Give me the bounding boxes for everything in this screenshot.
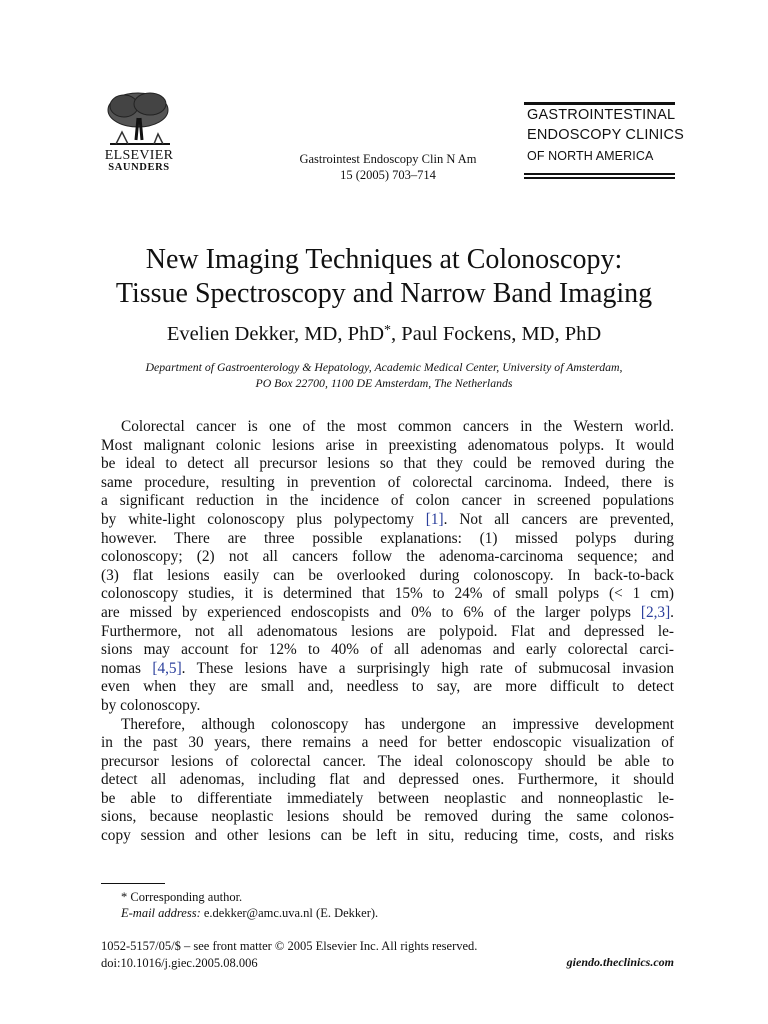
series-rule-bottom	[524, 177, 675, 179]
journal-url-link[interactable]: giendo.theclinics.com	[566, 955, 674, 969]
reference-link[interactable]: [1]	[425, 510, 444, 528]
reference-link[interactable]: [2,3]	[640, 603, 671, 621]
body-line: in the past 30 years, there remains a need for better endoscopic visualization of	[101, 734, 674, 752]
reference-link[interactable]: [4,5]	[152, 659, 182, 677]
article-title-line-2: Tissue Spectroscopy and Narrow Band Imaging	[115, 278, 653, 309]
article-title-line-1: New Imaging Techniques at Colonoscopy:	[145, 244, 623, 275]
publisher-imprint: SAUNDERS	[108, 162, 170, 173]
email-label: E-mail address:	[121, 906, 201, 920]
doi-line: doi:10.1016/j.giec.2005.08.006	[101, 956, 258, 970]
body-line: a significant reduction in the incidence of colon cancer in screened populations	[101, 492, 674, 510]
author-name: Evelien Dekker, MD, PhD	[166, 323, 385, 345]
author-name: , Paul Fockens, MD, PhD	[391, 323, 602, 345]
footnote-email	[121, 905, 378, 921]
journal-volume: 15 (2005) 703–714	[340, 168, 436, 182]
body-line: precursor lesions of colorectal cancer. The ideal colonoscopy should be able to	[101, 752, 674, 770]
body-line: however. There are three possible explanations: (1) missed polyps during	[101, 529, 674, 547]
corresponding-mark: *	[384, 323, 392, 338]
publisher-name: ELSEVIER	[104, 148, 174, 163]
body-line: Furthermore, not all adenomatous lesions are polypoid. Flat and depressed le-	[101, 622, 674, 640]
series-title-line-3: OF NORTH AMERICA	[527, 149, 654, 163]
body-line: be ideal to detect all precursor lesions so that they could be removed during the	[101, 455, 674, 473]
body-line: sions, because neoplastic lesions should be removed during the same colonos-	[101, 808, 674, 826]
article-body	[101, 418, 674, 846]
series-title-line-1: GASTROINTESTINAL	[527, 107, 676, 123]
body-line: (3) flat lesions easily can be overlooked during colonoscopy. In back-to-back	[101, 566, 674, 584]
body-line: colonoscopy studies, it is determined that 15% to 24% of small polyps (< 1 cm)	[101, 585, 674, 603]
series-rule-bottom	[524, 173, 675, 175]
body-line: Colorectal cancer is one of the most common cancers in the Western world.	[121, 418, 674, 435]
body-text: . Not all cancers are prevented,	[443, 510, 674, 528]
body-text: .	[670, 603, 674, 621]
body-line: sions may account for 12% to 40% of all adenomas and early colorectal carci-	[101, 641, 674, 659]
body-text: by white-light colonoscopy plus polypectomy	[101, 510, 426, 528]
body-line: detect all adenomas, including flat and depressed ones. Furthermore, it should	[101, 771, 674, 789]
body-line: Most malignant colonic lesions arise in preexisting adenomatous polyps. It would	[101, 436, 674, 454]
author-list	[60, 321, 708, 347]
footnote-rule	[101, 883, 165, 884]
body-line	[101, 604, 674, 623]
body-line: even when they are small and, needless to say, are more difficult to detect	[101, 678, 674, 696]
series-title-line-2: ENDOSCOPY CLINICS	[527, 127, 685, 143]
affiliation-line-1: Department of Gastroenterology & Hepatology, Academic Medical Center, University of Amsterdam,	[145, 360, 623, 374]
body-line	[101, 660, 674, 679]
journal-citation: Gastrointest Endoscopy Clin N Am	[299, 152, 477, 166]
body-line: same procedure, resulting in prevention of colorectal carcinoma. Indeed, there is	[101, 473, 674, 491]
body-text: are missed by experienced endoscopists and 0% to 6% of the larger polyps	[101, 603, 641, 621]
footnote-corresponding: * Corresponding author.	[121, 890, 243, 904]
email-value: e.dekker@amc.uva.nl (E. Dekker).	[200, 906, 379, 920]
body-text: . These lesions have a surprisingly high rate of submucosal invasion	[181, 659, 674, 677]
body-text: nomas	[101, 659, 153, 677]
body-line: colonoscopy; (2) not all cancers follow the adenoma-carcinoma sequence; and	[101, 548, 674, 566]
body-line: Therefore, although colonoscopy has undergone an impressive development	[121, 715, 674, 733]
copyright-line: 1052-5157/05/$ – see front matter © 2005 Elsevier Inc. All rights reserved.	[101, 939, 478, 953]
body-line: be able to differentiate immediately between neoplastic and nonneoplastic le-	[101, 789, 674, 807]
series-rule-top	[524, 102, 675, 105]
body-line	[101, 511, 674, 530]
affiliation-line-2: PO Box 22700, 1100 DE Amsterdam, The Netherlands	[255, 376, 513, 390]
body-line: by colonoscopy.	[101, 696, 201, 714]
body-line: copy session and other lesions can be left in situ, reducing time, costs, and risks	[101, 827, 674, 845]
